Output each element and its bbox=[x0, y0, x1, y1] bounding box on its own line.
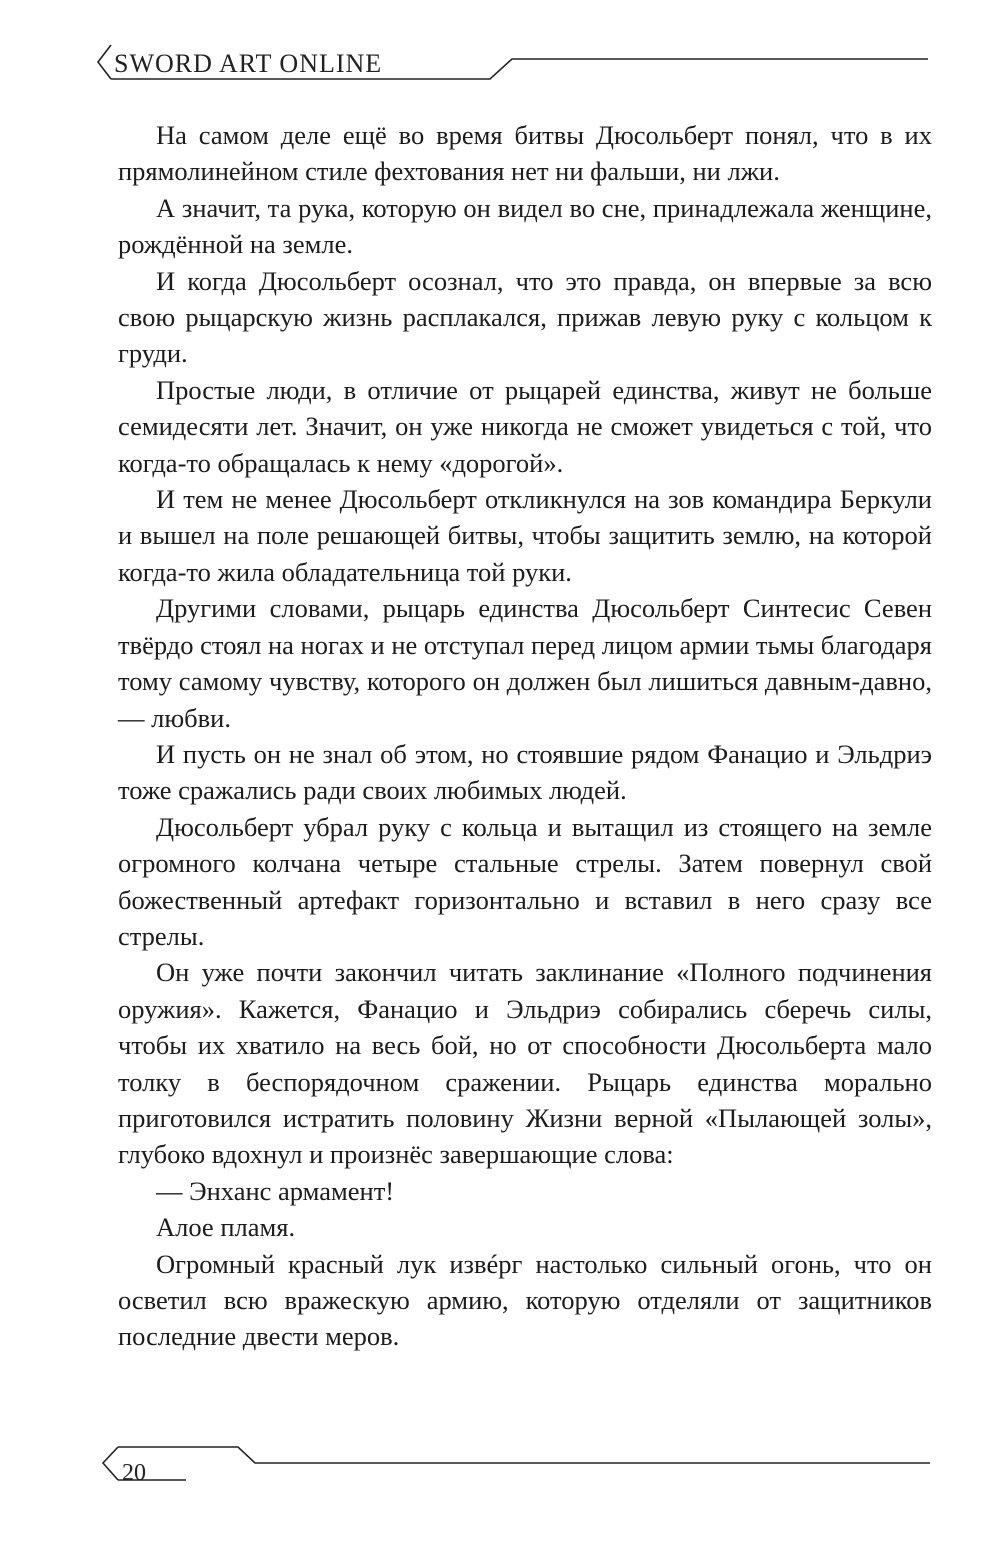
paragraph: Он уже почти закончил читать заклинание «Полного подчинения оружия». Кажется, Фанацио и Эльдриэ собирались сберечь силы, чтобы их хватило на весь бой, но от способности Дюсольберта мало толку в беспорядочном сражении. Рыцарь единства морально приготовился истратить половину Жизни верной «Пылающей золы», глубоко вдохнул и произнёс завершающие слова: bbox=[118, 957, 932, 1170]
paragraph: И тем не менее Дюсольберт откликнулся на зов командира Беркули и вышел на поле решающей битвы, чтобы защитить землю, на которой когда-то жила обладательница той руки. bbox=[118, 484, 932, 587]
book-title: SWORD ART ONLINE bbox=[114, 49, 383, 78]
paragraph: И пусть он не знал об этом, но стоявшие рядом Фанацио и Эльдриэ тоже сражались ради своих любимых людей. bbox=[118, 738, 932, 806]
footer-frame-decoration bbox=[0, 1430, 1000, 1500]
page-text bbox=[118, 117, 932, 1355]
running-footer bbox=[0, 1430, 1000, 1500]
running-header bbox=[0, 0, 1000, 90]
paragraph: Алое пламя. bbox=[156, 1212, 296, 1243]
page-number: 20 bbox=[122, 1460, 146, 1486]
paragraph: А значит, та рука, которую он видел во сне, принадлежала женщине, рождённой на земле. bbox=[118, 192, 932, 260]
paragraph: На самом деле ещё во время битвы Дюсольберт понял, что в их прямолинейном стиле фехтования нет ни фальши, ни лжи. bbox=[118, 120, 932, 187]
paragraph: Огромный красный лук извéрг настолько сильный огонь, что он осветил всю вражескую армию, которую отделяли от защитников последние двести меров. bbox=[118, 1248, 932, 1352]
paragraph: Простые люди, в отличие от рыцарей единства, живут не больше семидесяти лет. Значит, он уже никогда не сможет увидеться с той, что когда-то обращалась к нему «дорогой». bbox=[118, 374, 932, 478]
dialogue-line: — Энханс армамент! bbox=[156, 1175, 395, 1206]
paragraph: Другими словами, рыцарь единства Дюсольберт Синтесис Севен твёрдо стоял на ногах и не отступал перед лицом армии тьмы благодаря тому самому чувству, которого он должен был лишиться давным-давно, — любви. bbox=[118, 593, 932, 733]
paragraph: И когда Дюсольберт осознал, что это правда, он впервые за всю свою рыцарскую жизнь расплакался, прижав левую руку с кольцом к груди. bbox=[118, 265, 932, 369]
paragraph: Дюсольберт убрал руку с кольца и вытащил из стоящего на земле огромного колчана четыре стальные стрелы. Затем повернул свой божественный артефакт горизонтально и вставил в него сразу все стрелы. bbox=[118, 811, 932, 951]
